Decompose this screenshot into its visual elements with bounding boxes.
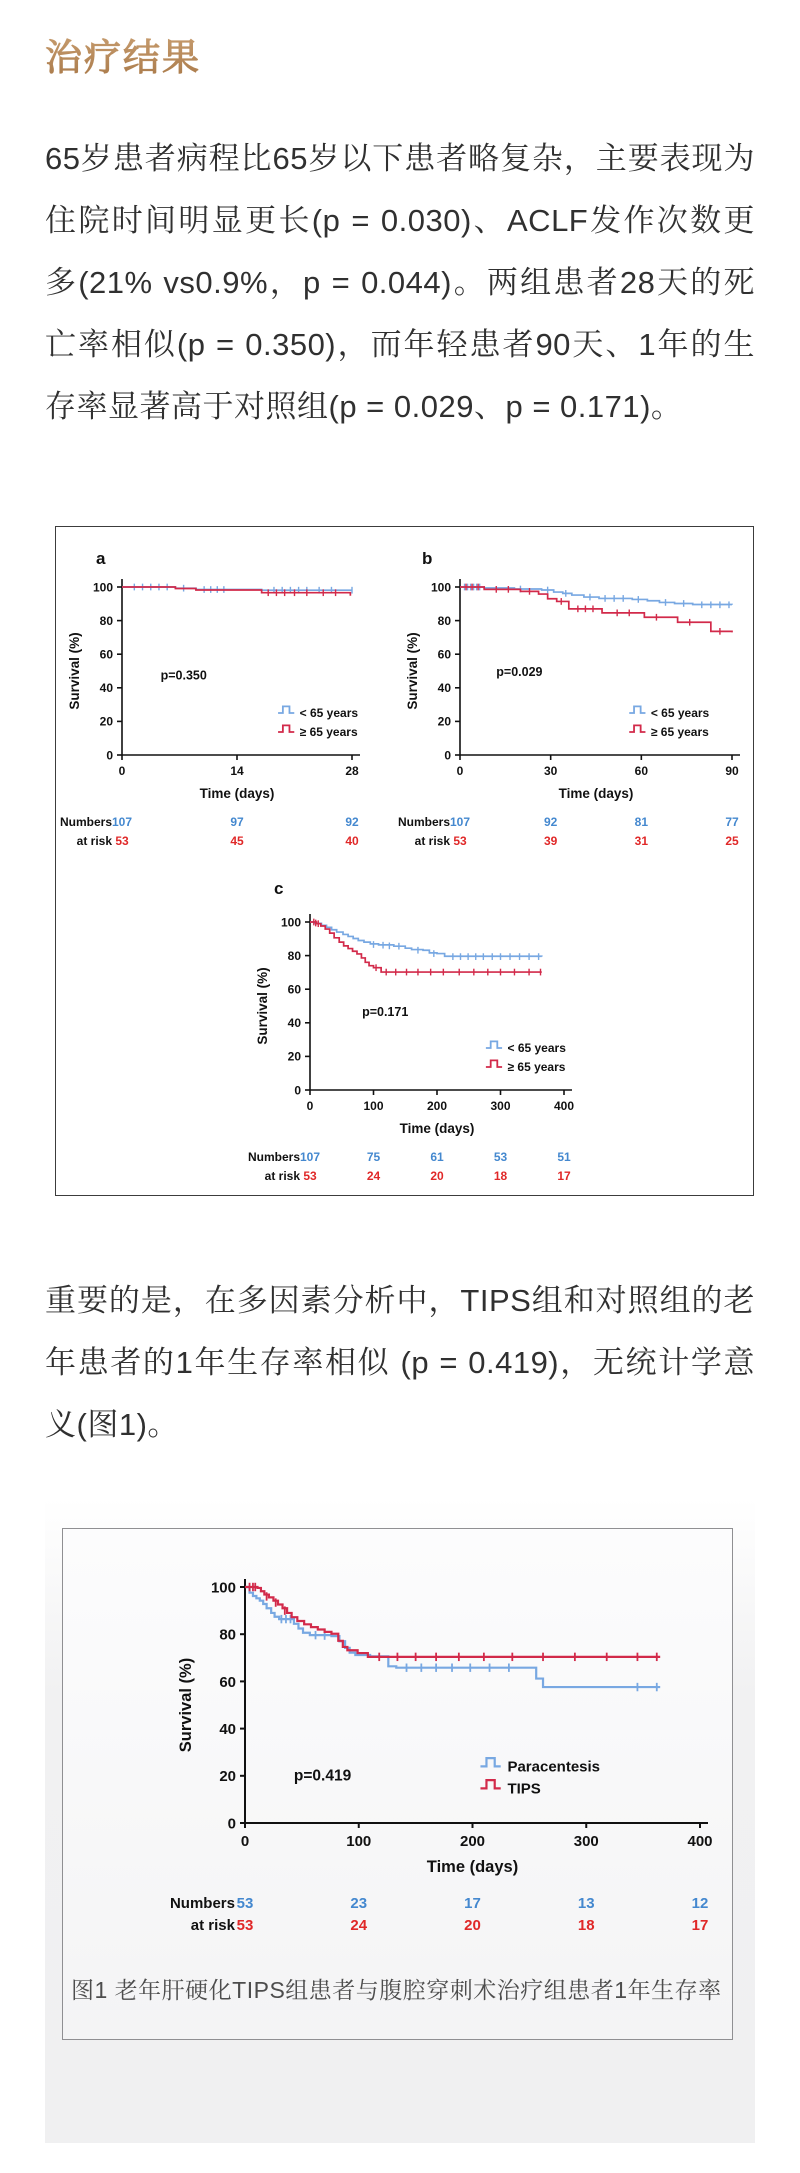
svg-text:Survival (%): Survival (%): [177, 1657, 195, 1753]
km-chart-1year-survival: [246, 882, 586, 1182]
panel-label-b: b: [422, 549, 433, 568]
svg-text:31: 31: [634, 834, 649, 847]
svg-text:60: 60: [99, 647, 113, 662]
svg-text:53: 53: [236, 1917, 254, 1932]
svg-text:107: 107: [111, 815, 133, 829]
svg-text:60: 60: [437, 647, 451, 662]
km-chart-tips-vs-paracentesis: [135, 1557, 731, 1932]
figure-survival-panels-abc: [55, 526, 754, 1196]
svg-text:Numbers: Numbers: [169, 1895, 235, 1912]
svg-text:107: 107: [449, 815, 471, 829]
svg-text:20: 20: [287, 1049, 301, 1064]
svg-text:Time (days): Time (days): [199, 786, 275, 801]
svg-text:107: 107: [299, 1150, 321, 1164]
svg-text:20: 20: [464, 1917, 481, 1932]
svg-text:90: 90: [725, 764, 739, 778]
svg-text:Survival (%): Survival (%): [66, 632, 82, 710]
svg-text:at risk: at risk: [190, 1917, 235, 1932]
svg-text:Numbers: Numbers: [247, 1150, 300, 1164]
svg-text:Time (days): Time (days): [426, 1858, 519, 1876]
svg-text:≥ 65 years: ≥ 65 years: [299, 724, 358, 739]
svg-text:80: 80: [99, 613, 113, 628]
svg-text:0: 0: [240, 1833, 250, 1850]
svg-text:≥ 65 years: ≥ 65 years: [650, 724, 709, 739]
km-chart-90day-survival: [396, 547, 752, 847]
svg-text:0: 0: [294, 1083, 301, 1098]
svg-text:28: 28: [345, 764, 359, 778]
svg-text:Survival (%): Survival (%): [254, 967, 270, 1045]
svg-text:17: 17: [691, 1917, 709, 1932]
svg-text:17: 17: [464, 1895, 481, 1912]
svg-text:p=0.029: p=0.029: [496, 665, 543, 680]
svg-text:300: 300: [573, 1833, 599, 1850]
svg-text:< 65 years: < 65 years: [299, 705, 359, 720]
svg-text:24: 24: [350, 1917, 368, 1932]
svg-text:p=0.171: p=0.171: [362, 1005, 409, 1020]
svg-text:60: 60: [219, 1673, 236, 1691]
svg-text:92: 92: [345, 815, 359, 829]
svg-text:20: 20: [219, 1768, 236, 1786]
svg-text:< 65 years: < 65 years: [507, 1040, 566, 1055]
svg-text:300: 300: [490, 1099, 511, 1113]
svg-text:40: 40: [287, 1016, 301, 1031]
svg-text:13: 13: [577, 1895, 595, 1912]
svg-text:53: 53: [453, 834, 467, 847]
svg-text:60: 60: [287, 982, 301, 997]
svg-text:0: 0: [456, 764, 464, 778]
svg-text:20: 20: [430, 1169, 444, 1182]
svg-text:100: 100: [210, 1579, 236, 1597]
svg-text:≥ 65 years: ≥ 65 years: [507, 1059, 566, 1074]
svg-text:75: 75: [366, 1150, 381, 1164]
svg-text:0: 0: [106, 748, 113, 763]
svg-text:20: 20: [437, 714, 451, 729]
svg-text:24: 24: [366, 1169, 381, 1182]
svg-text:0: 0: [227, 1815, 236, 1833]
svg-text:12: 12: [691, 1895, 709, 1912]
svg-text:100: 100: [280, 915, 301, 930]
svg-text:Survival (%): Survival (%): [404, 632, 420, 710]
panel-label-a: a: [96, 549, 106, 568]
svg-text:p=0.419: p=0.419: [293, 1767, 352, 1785]
svg-text:20: 20: [99, 714, 113, 729]
svg-text:53: 53: [303, 1169, 317, 1182]
svg-text:Time (days): Time (days): [558, 786, 634, 801]
svg-text:100: 100: [430, 580, 451, 595]
svg-text:at risk: at risk: [264, 1169, 300, 1182]
svg-text:40: 40: [345, 834, 359, 847]
figure-caption: 图1 老年肝硬化TIPS组患者与腹腔穿刺术治疗组患者1年生存率: [71, 1977, 722, 2003]
svg-text:80: 80: [287, 948, 301, 963]
svg-text:53: 53: [493, 1150, 508, 1164]
svg-text:40: 40: [219, 1721, 236, 1738]
bottom-section: [45, 1498, 755, 2143]
section-title: 治疗结果: [45, 0, 755, 82]
figure-1-tips-vs-paracentesis: [62, 1528, 733, 2040]
svg-text:200: 200: [459, 1833, 486, 1850]
svg-text:100: 100: [346, 1833, 372, 1850]
svg-text:77: 77: [725, 815, 739, 829]
svg-text:0: 0: [118, 764, 126, 778]
svg-text:100: 100: [92, 580, 113, 595]
svg-text:81: 81: [634, 815, 649, 829]
svg-text:0: 0: [306, 1099, 314, 1113]
svg-text:Paracentesis: Paracentesis: [507, 1758, 601, 1776]
svg-text:18: 18: [493, 1169, 508, 1182]
svg-text:53: 53: [115, 834, 129, 847]
svg-text:30: 30: [543, 764, 558, 778]
svg-text:400: 400: [553, 1099, 575, 1113]
svg-text:39: 39: [543, 834, 558, 847]
svg-text:at risk: at risk: [76, 834, 112, 847]
svg-text:23: 23: [350, 1895, 368, 1912]
panel-label-c: c: [274, 879, 284, 898]
svg-text:45: 45: [230, 834, 244, 847]
km-chart-28day-survival: [58, 547, 368, 847]
svg-text:Numbers: Numbers: [397, 815, 450, 829]
svg-text:at risk: at risk: [414, 834, 450, 847]
svg-text:97: 97: [230, 815, 244, 829]
paragraph-outcomes: 65岁患者病程比65岁以下患者略复杂，主要表现为住院时间明显更长(p = 0.030)、ACLF发作次数更多(21% vs0.9%，p = 0.044)。两组患者28天的死亡率相似(p = 0.350)，而年轻患者90天、1年的生存率显著高于对照组(p = 0.029、p = 0.171)。: [45, 141, 755, 424]
svg-text:17: 17: [557, 1169, 571, 1182]
svg-text:25: 25: [725, 834, 739, 847]
svg-text:18: 18: [577, 1917, 595, 1932]
svg-text:Numbers: Numbers: [59, 815, 112, 829]
svg-text:Time (days): Time (days): [399, 1121, 475, 1136]
svg-text:0: 0: [444, 748, 451, 763]
svg-text:200: 200: [426, 1099, 448, 1113]
svg-text:400: 400: [687, 1833, 713, 1850]
svg-text:14: 14: [230, 764, 244, 778]
svg-text:60: 60: [634, 764, 649, 778]
svg-text:TIPS: TIPS: [507, 1780, 541, 1798]
svg-text:51: 51: [557, 1150, 571, 1164]
svg-text:< 65 years: < 65 years: [650, 705, 710, 720]
svg-text:40: 40: [99, 681, 113, 696]
svg-text:53: 53: [236, 1895, 254, 1912]
svg-text:40: 40: [437, 681, 451, 696]
svg-text:p=0.350: p=0.350: [160, 668, 207, 683]
svg-text:100: 100: [363, 1099, 384, 1113]
paragraph-multivariate: 重要的是，在多因素分析中，TIPS组和对照组的老年患者的1年生存率相似 (p = 0.419)，无统计学意义(图1)。: [45, 1283, 755, 1442]
svg-text:80: 80: [437, 613, 451, 628]
svg-text:92: 92: [543, 815, 558, 829]
svg-text:61: 61: [430, 1150, 444, 1164]
svg-text:80: 80: [219, 1626, 236, 1644]
